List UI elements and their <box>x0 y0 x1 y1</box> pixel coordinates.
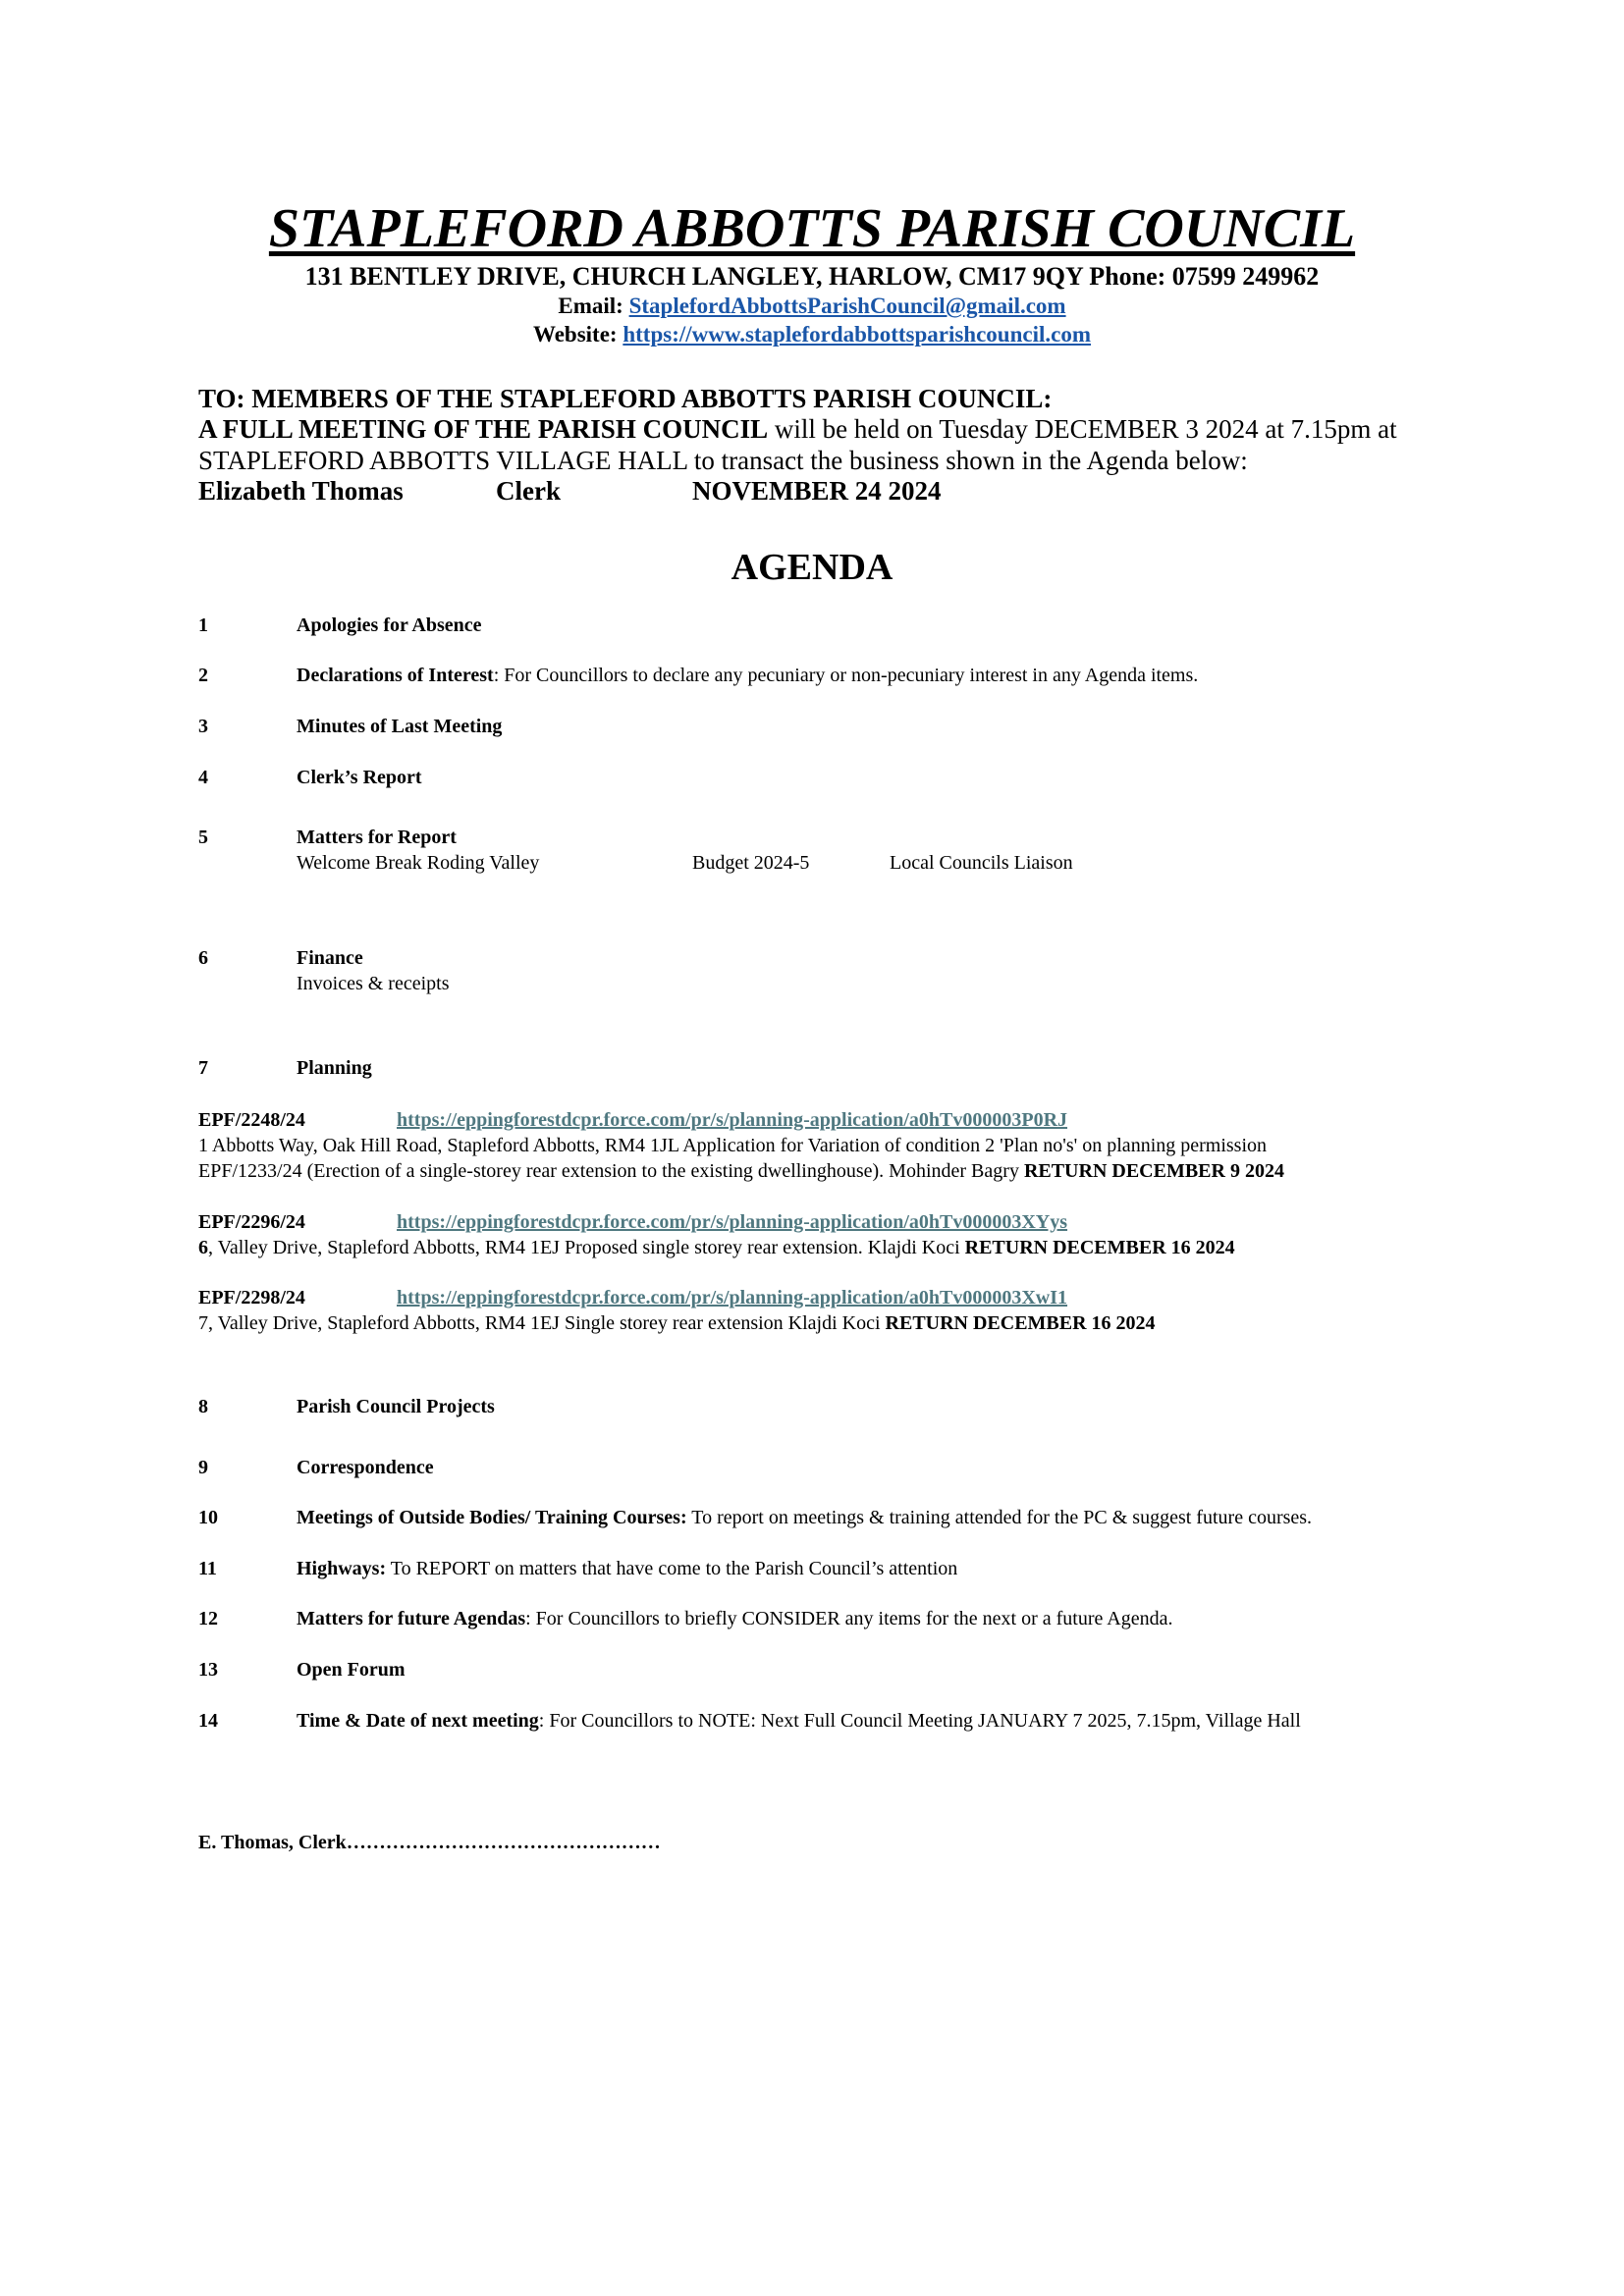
agenda-item-number: 13 <box>198 1659 218 1681</box>
planning-url[interactable]: https://eppingforestdcpr.force.com/pr/s/planning-application/a0hTv000003XwI1 <box>397 1287 1068 1308</box>
agenda-item-number: 8 <box>198 1396 208 1417</box>
agenda-item-number: 12 <box>198 1608 218 1629</box>
agenda-item-title: Finance <box>297 947 363 969</box>
meeting-details: will be held on Tuesday DECEMBER 3 2024 at 7.15pm at <box>768 414 1397 444</box>
meeting-type: A FULL MEETING OF THE PARISH COUNCIL <box>198 414 769 444</box>
agenda-item-title: Meetings of Outside Bodies/ Training Courses: <box>297 1507 687 1528</box>
agenda-item-title: Clerk’s Report <box>297 767 422 788</box>
report-subitem: Budget 2024-5 <box>692 852 810 874</box>
email-label: Email: <box>558 294 623 318</box>
planning-description <box>198 1235 1494 1260</box>
venue-line: STAPLEFORD ABBOTTS VILLAGE HALL to transact the business shown in the Agenda below: <box>198 446 1248 475</box>
notice-date: NOVEMBER 24 2024 <box>692 476 942 506</box>
report-subitem: Welcome Break Roding Valley <box>297 852 540 874</box>
agenda-item <box>297 1606 1534 1631</box>
planning-description-text: EPF/1233/24 (Erection of a single-storey rear extension to the existing dwellinghouse). Mohinder Bagry <box>198 1160 1024 1182</box>
planning-return-date: RETURN DECEMBER 16 2024 <box>964 1237 1235 1258</box>
agenda-item-number: 1 <box>198 614 208 636</box>
agenda-item <box>297 1708 1534 1734</box>
agenda-item <box>297 945 1534 971</box>
planning-link[interactable] <box>397 1285 1067 1310</box>
planning-return-date: RETURN DECEMBER 16 2024 <box>885 1312 1156 1334</box>
agenda-item-number: 2 <box>198 665 208 686</box>
planning-url[interactable]: https://eppingforestdcpr.force.com/pr/s/planning-application/a0hTv000003XYys <box>397 1211 1068 1233</box>
agenda-item-title: Open Forum <box>297 1659 406 1681</box>
planning-description-text: 7, Valley Drive, Stapleford Abbotts, RM4 1EJ Single storey rear extension Klajdi Koci <box>198 1312 886 1334</box>
agenda-item-number: 9 <box>198 1457 208 1478</box>
agenda-item-title: Matters for future Agendas <box>297 1608 526 1629</box>
agenda-item <box>297 1556 1534 1581</box>
agenda-item-title: Declarations of Interest <box>297 665 494 686</box>
agenda-item <box>297 714 1534 739</box>
agenda-item-title: Correspondence <box>297 1457 434 1478</box>
website-link[interactable]: https://www.staplefordabbottsparishcouncil.com <box>623 322 1091 347</box>
agenda-item-title: Highways: <box>297 1558 387 1579</box>
agenda-title: AGENDA <box>731 547 893 588</box>
agenda-item-number: 7 <box>198 1057 208 1079</box>
agenda-item-text: : For Councillors to NOTE: Next Full Council Meeting JANUARY 7 2025, 7.15pm, Village Hall <box>538 1710 1301 1732</box>
agenda-item <box>297 1505 1534 1530</box>
agenda-item <box>297 1055 1534 1081</box>
addressee-line: TO: MEMBERS OF THE STAPLEFORD ABBOTTS PARISH COUNCIL: <box>198 384 1053 413</box>
agenda-item <box>297 613 1534 638</box>
clerk-name: Elizabeth Thomas <box>198 476 404 506</box>
planning-url[interactable]: https://eppingforestdcpr.force.com/pr/s/planning-application/a0hTv000003P0RJ <box>397 1109 1068 1131</box>
planning-house-number: 6 <box>198 1237 208 1258</box>
email-line <box>0 293 1624 320</box>
agenda-item <box>297 1394 1534 1419</box>
agenda-item <box>297 1657 1534 1682</box>
agenda-item-text: : For Councillors to declare any pecuniary or non-pecuniary interest in any Agenda items. <box>493 665 1199 686</box>
meeting-line <box>198 413 1475 445</box>
agenda-item-title: Planning <box>297 1057 372 1079</box>
agenda-item <box>297 825 1534 850</box>
agenda-item-number: 11 <box>198 1558 217 1579</box>
agenda-item-number: 6 <box>198 947 208 969</box>
agenda-item-title: Matters for Report <box>297 827 457 848</box>
agenda-item-title: Minutes of Last Meeting <box>297 716 503 737</box>
website-label: Website: <box>532 322 618 347</box>
agenda-item-number: 10 <box>198 1507 218 1528</box>
planning-description <box>198 1310 1494 1336</box>
planning-ref: EPF/2298/24 <box>198 1287 305 1308</box>
planning-link[interactable] <box>397 1209 1067 1235</box>
agenda-item-text: : For Councillors to briefly CONSIDER any items for the next or a future Agenda. <box>525 1608 1173 1629</box>
clerk-signature-line: E. Thomas, Clerk………………………………………… <box>198 1832 661 1853</box>
agenda-item <box>297 1455 1534 1480</box>
website-line <box>0 321 1624 348</box>
planning-description: 1 Abbotts Way, Oak Hill Road, Stapleford Abbotts, RM4 1JL Application for Variation of condition 2 'Plan no's' on planning permission <box>198 1135 1268 1156</box>
finance-subitem: Invoices & receipts <box>297 973 450 994</box>
planning-ref: EPF/2296/24 <box>198 1211 305 1233</box>
agenda-item <box>297 765 1534 790</box>
agenda-item-text: To REPORT on matters that have come to the Parish Council’s attention <box>386 1558 958 1579</box>
email-link[interactable]: StaplefordAbbottsParishCouncil@gmail.com <box>628 294 1066 318</box>
planning-link[interactable] <box>397 1107 1067 1133</box>
agenda-item-title: Time & Date of next meeting <box>297 1710 539 1732</box>
agenda-item-number: 14 <box>198 1710 218 1732</box>
council-address: 131 BENTLEY DRIVE, CHURCH LANGLEY, HARLOW, CM17 9QY Phone: 07599 249962 <box>304 262 1320 291</box>
agenda-item-title: Parish Council Projects <box>297 1396 495 1417</box>
council-title: STAPLEFORD ABBOTTS PARISH COUNCIL <box>268 198 1356 259</box>
agenda-item <box>297 663 1534 688</box>
planning-description <box>198 1158 1494 1184</box>
agenda-item-number: 5 <box>198 827 208 848</box>
planning-description-text: , Valley Drive, Stapleford Abbotts, RM4 1EJ Proposed single storey rear extension. Klajdi Koci <box>208 1237 965 1258</box>
planning-return-date: RETURN DECEMBER 9 2024 <box>1023 1160 1284 1182</box>
report-subitem: Local Councils Liaison <box>890 852 1073 874</box>
agenda-item-title: Apologies for Absence <box>297 614 482 636</box>
agenda-item-text: To report on meetings & training attended for the PC & suggest future courses. <box>686 1507 1313 1528</box>
agenda-item-number: 3 <box>198 716 208 737</box>
clerk-role: Clerk <box>496 476 561 506</box>
planning-ref: EPF/2248/24 <box>198 1109 305 1131</box>
agenda-item-number: 4 <box>198 767 208 788</box>
